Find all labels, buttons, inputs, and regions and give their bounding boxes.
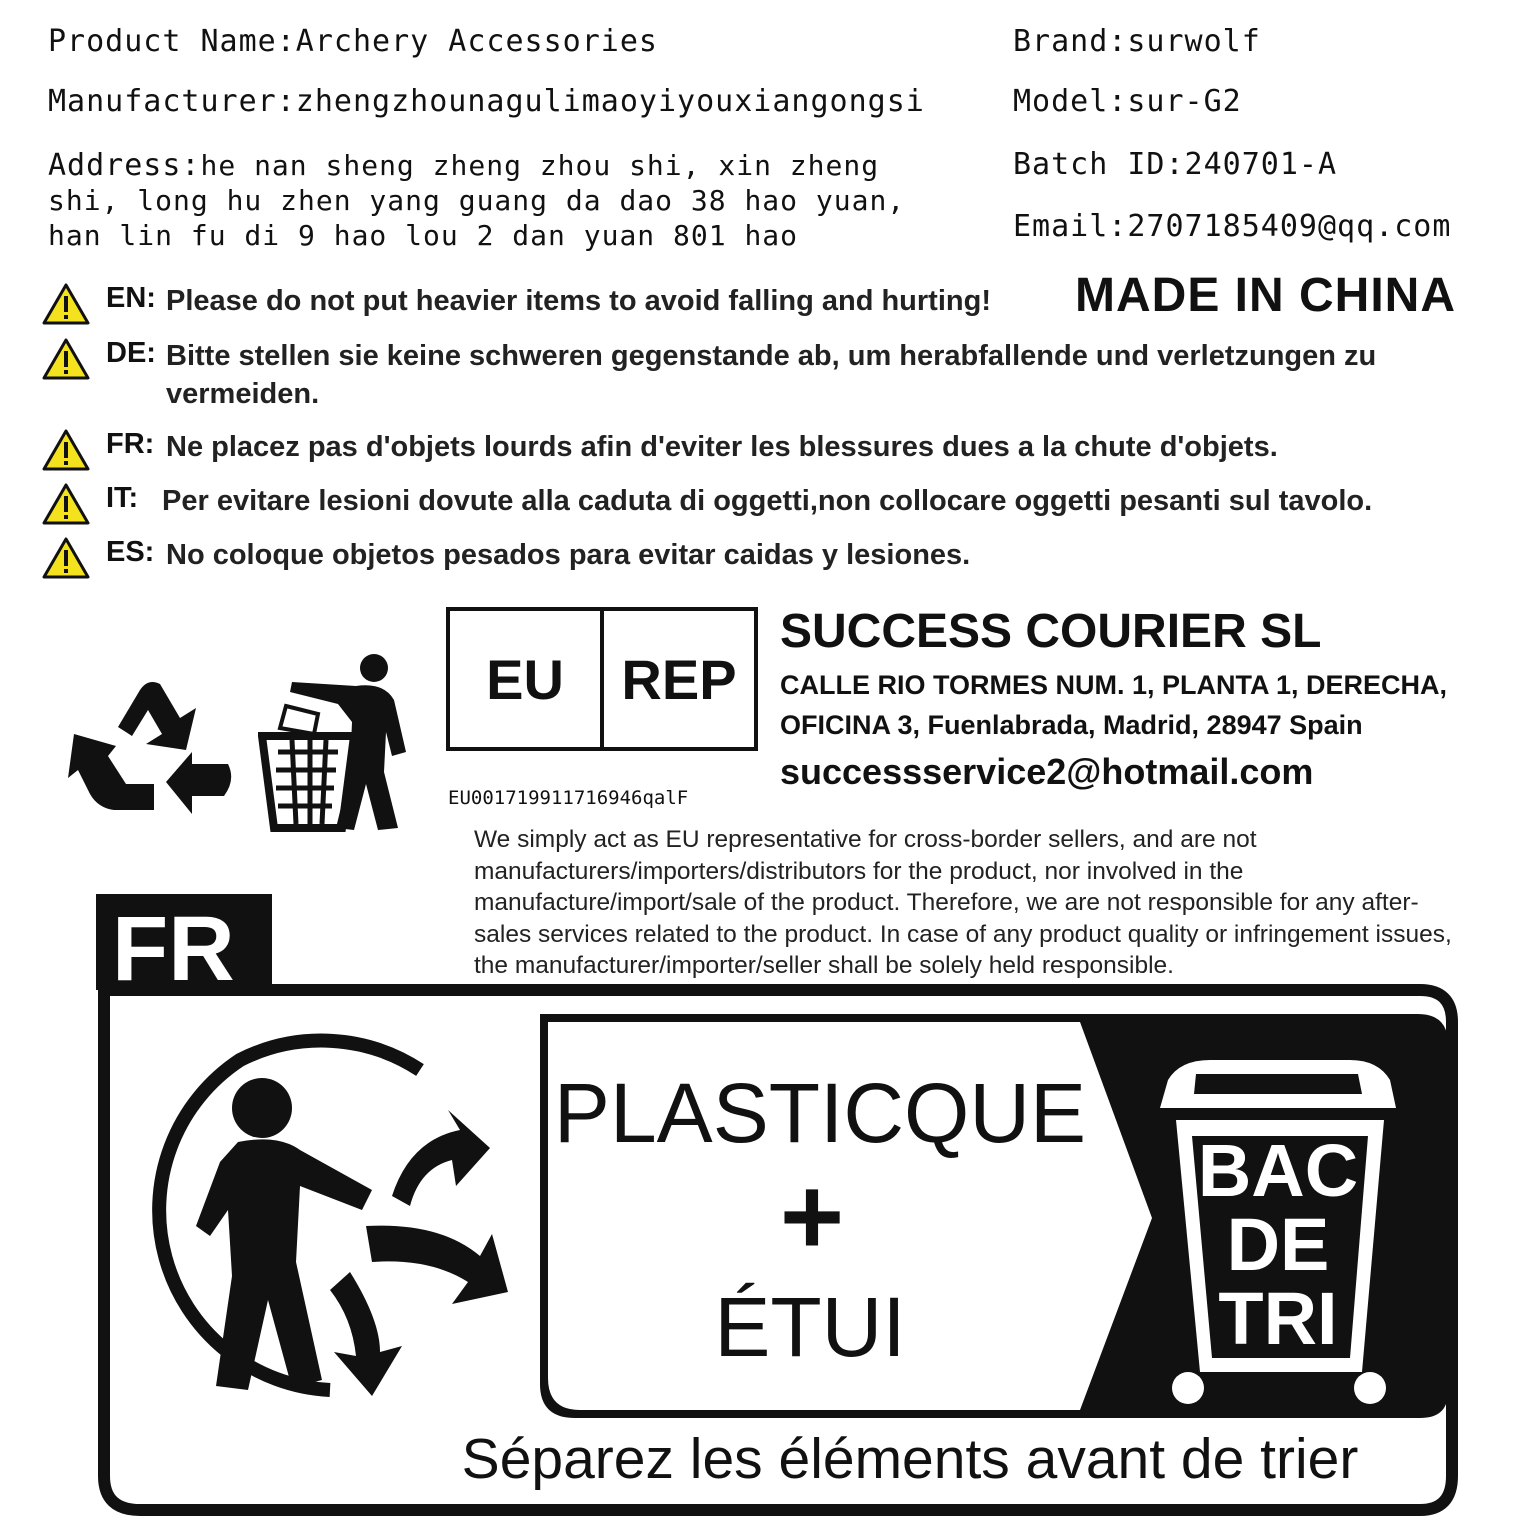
eu-rep-company: SUCCESS COURIER SL — [780, 605, 1322, 658]
warning-text: Per evitare lesioni dovute alla caduta di oggetti,non collocare oggetti pesanti sul tavolo. — [162, 485, 1373, 517]
contact-email: Email:2707185409@qq.com — [1013, 209, 1452, 244]
warning-code: IT: — [106, 482, 139, 514]
product-name: Product Name:Archery Accessories — [48, 24, 658, 59]
eu-rep-address-1: CALLE RIO TORMES NUM. 1, PLANTA 1, DERECHA, — [780, 670, 1448, 700]
eu-rep-email: successservice2@hotmail.com — [780, 751, 1314, 792]
warning-text: Please do not put heavier items to avoid falling and hurting! — [166, 285, 991, 317]
brand: Brand:surwolf — [1013, 24, 1261, 59]
warning-code: FR: — [106, 428, 155, 460]
address-label: Address: — [48, 148, 201, 183]
eu-rep-right: REP — [600, 611, 754, 747]
material-plus: + — [779, 1155, 845, 1278]
warning-code: ES: — [106, 536, 155, 568]
eu-rep-address-2: OFICINA 3, Fuenlabrada, Madrid, 28947 Spain — [780, 710, 1363, 740]
made-in-label: MADE IN CHINA — [1075, 269, 1456, 322]
bin-line-3: TRI — [1218, 1277, 1338, 1360]
model: Model:sur-G2 — [1013, 84, 1242, 119]
warning-code: DE: — [106, 337, 156, 369]
warning-text: Bitte stellen sie keine schweren gegenstande ab, um herabfallende und verletzungen zu vermeiden. — [166, 340, 1377, 410]
eu-rep-id: EU001719911716946qalF — [448, 787, 689, 809]
material-line-2: ÉTUI — [714, 1280, 906, 1374]
eu-rep-disclaimer: We simply act as EU representative for cross-border sellers, and are not manufacturers/importers/distributors for the product, nor involved in the manufacture/import/sale of the product. Therefore, we are not responsible for any after-sales services related to the product. In case of any product quality or infringement issues, the manufacturer/importer/seller shall be solely held responsible. — [474, 826, 1452, 979]
fr-tab-text: FR — [112, 898, 235, 1000]
warning-code: EN: — [106, 282, 156, 314]
manufacturer: Manufacturer:zhengzhounagulimaoyiyouxiangongsi — [48, 84, 925, 119]
batch-id: Batch ID:240701-A — [1013, 147, 1338, 182]
bin-line-1: BAC — [1197, 1129, 1359, 1212]
eu-rep-left: EU — [486, 647, 564, 711]
warning-text: No coloque objetos pesados para evitar caidas y lesiones. — [166, 539, 971, 571]
warning-text: Ne placez pas d'objets lourds afin d'eviter les blessures dues a la chute d'objets. — [166, 431, 1278, 463]
bin-line-2: DE — [1226, 1203, 1330, 1286]
sorting-instruction: Séparez les éléments avant de trier — [461, 1427, 1359, 1491]
triman-figure-icon — [159, 1041, 508, 1396]
address-value: he nan sheng zheng zhou shi, xin zheng shi, long hu zhen yang guang da dao 38 hao yuan, han lin fu di 9 hao lou 2 dan yuan 801 hao — [48, 149, 906, 252]
material-line-1: PLASTICQUE — [553, 1066, 1087, 1160]
